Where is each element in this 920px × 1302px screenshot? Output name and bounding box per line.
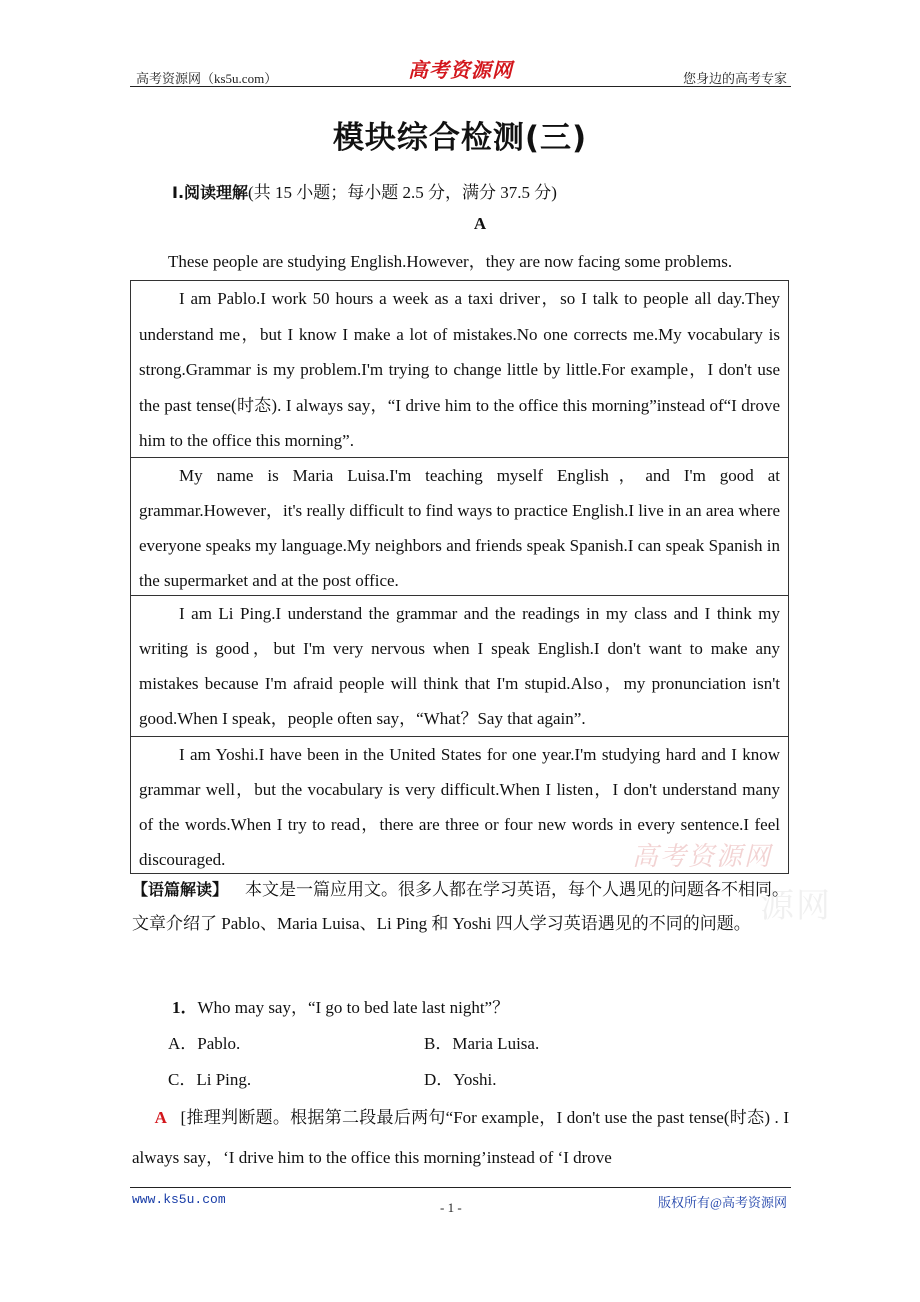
header-logo: 高考资源网 — [408, 58, 513, 82]
header-site-name: 高考资源网（ks5u.com） — [136, 71, 278, 86]
option-d: D．Yoshi. — [424, 1070, 497, 1089]
page-title: 模块综合检测(三) — [332, 120, 588, 156]
passage-text: My name is Maria Luisa.I'm teaching myself English，and I'm good at grammar.However，it's really difficult to find ways to practice English.I live in an area where everyone speaks my language.My neighbors and friends speak Spanish.I can speak Spanish in the supermarket and at the post office. — [139, 466, 780, 590]
footer-copyright: 版权所有@高考资源网 — [658, 1195, 787, 1210]
footer-url[interactable]: www.ks5u.com — [132, 1192, 226, 1207]
passage-text: I am Pablo.I work 50 hours a week as a taxi driver，so I talk to people all day.They understand me，but I know I make a lot of mistakes.No one corrects me.My vocabulary is strong.Grammar is my problem.I'm trying to change little by little.For example，I don't use the past tense(时态). I always say，“I drive him to the office this morning”instead of“I drove him to the office this morning”. — [139, 289, 780, 450]
intro-text: These people are studying English.However，they are now facing some problems. — [168, 252, 733, 271]
option-a: A．Pablo. — [168, 1034, 241, 1053]
page-header — [130, 56, 791, 87]
section-label: Ⅰ.阅读理解 — [172, 183, 249, 202]
passage-box-pablo — [130, 280, 789, 458]
question-text: Who may say，“I go to bed late last night”？ — [197, 998, 510, 1017]
watermark: 高考资源网 — [632, 842, 773, 871]
question-1 — [172, 993, 509, 1018]
page-footer — [130, 1187, 791, 1218]
section-detail: (共 15 小题；每小题 2.5 分，满分 37.5 分) — [248, 183, 557, 202]
page-number: - 1 - — [440, 1200, 462, 1215]
passage-text: I am Li Ping.I understand the grammar and the readings in my class and I think my writing is good，but I'm very nervous when I speak English.I don't want to make any mistakes because I'm afraid people will think that I'm stupid.Also，my pronunciation isn't good.When I speak，people often say，“What？Say that again”. — [139, 604, 780, 728]
part-label: A — [473, 214, 487, 233]
passage-text: I am Yoshi.I have been in the United States for one year.I'm studying hard and I know grammar well，but the vocabulary is very difficult.When I listen，I don't understand many of the words.When I try to read，there are three or four new words in every sentence.I feel discouraged. — [139, 745, 780, 869]
header-slogan: 您身边的高考专家 — [682, 71, 787, 86]
passage-box-maria — [130, 457, 789, 596]
passage-box-liping — [130, 595, 789, 737]
watermark-secondary: 源网 — [760, 886, 832, 926]
answer-letter: A — [154, 1108, 167, 1127]
analysis-text: 本文是一篇应用文。很多人都在学习英语，每个人遇见的问题各不相同。文章介绍了 Pablo、Maria Luisa、Li Ping 和 Yoshi 四人学习英语遇见的不同的问题。 — [132, 880, 790, 933]
section-heading — [172, 178, 557, 203]
answer-explanation — [132, 1098, 789, 1178]
analysis-tag: 【语篇解读】 — [132, 880, 229, 899]
passage-analysis — [132, 873, 789, 941]
answer-text: [推理判断题。根据第二段最后两句“For example，I don't use the past tense(时态) . I always say，‘I drive him to the office this morning’instead of ‘I drove — [132, 1108, 789, 1167]
option-c: C．Li Ping. — [168, 1070, 252, 1089]
option-b: B．Maria Luisa. — [424, 1034, 540, 1053]
question-number: 1． — [172, 998, 198, 1017]
